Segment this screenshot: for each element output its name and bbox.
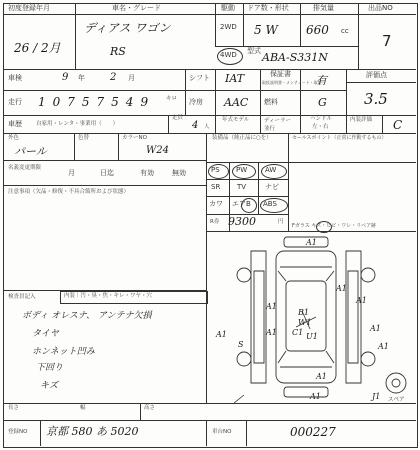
shaken-month-unit: 月 (128, 74, 135, 82)
mark-5: A1 (266, 328, 277, 337)
shaken-month: 2 (110, 72, 117, 83)
drive-label: 駆動 (221, 4, 235, 12)
spare-label: スペア (388, 397, 405, 403)
fuel-label: 燃料 (264, 98, 278, 106)
color-no-value: W24 (146, 145, 170, 156)
capacity-value: 4 (192, 120, 199, 131)
recycle-label: R券 (210, 219, 220, 225)
drive-circled-value: 4WD (220, 51, 237, 59)
equip-airbag-circle (241, 198, 257, 213)
recycle-value: 9300 (228, 215, 256, 228)
reg-change-day: 日迄 (100, 169, 114, 177)
ac-label: 冷房 (189, 98, 203, 106)
lot-label: 出品NO (368, 4, 393, 12)
shaken-year-unit: 年 (78, 74, 85, 82)
car-top-view (276, 251, 336, 383)
score-label: 評価点 (366, 71, 387, 79)
lot-value: 7 (382, 32, 392, 50)
history-label: 車歴 (8, 120, 22, 128)
reg-change-label: 名義変更期限 (8, 165, 42, 171)
reg-change-month: 月 (68, 169, 75, 177)
interior-label: 内装評価 (350, 117, 373, 123)
mark-6: A1 (370, 324, 381, 333)
equip-tv: TV (237, 183, 247, 191)
reg-change-invalid: 無効 (172, 169, 186, 177)
warranty-sub: 取扱説明書・メンテノート・取説 (262, 80, 322, 85)
mark-2: A1 (336, 284, 347, 293)
mark-15: J1 (372, 392, 381, 401)
equip-abs: ABS (263, 200, 277, 208)
model-label: 車名・グレード (112, 4, 161, 12)
reg-change-valid: 有効 (140, 169, 154, 177)
equip-pw: PW (236, 166, 248, 174)
mark-1: A1 (306, 238, 317, 247)
equip-abs-circle (260, 198, 288, 213)
inspector-note-3: ホンネット凹み (32, 347, 95, 357)
history-sub: 自家用・レンタ・事業用（ ） (36, 121, 119, 127)
model-value: ディアス ワゴン (84, 21, 171, 35)
handle-value: 左・右 (312, 124, 329, 130)
shaken-label: 車検 (8, 74, 22, 82)
mileage-unit: キロ (166, 96, 178, 102)
shift-label: シフト (189, 74, 210, 82)
equip-aw: AW (265, 166, 277, 174)
wheel-rear-left (237, 352, 251, 366)
door-value: 5 W (254, 23, 278, 37)
mark-13: C1 (292, 328, 304, 337)
inspector-note-1: ボディ オレスナ、 アンテナ欠損 (22, 311, 152, 321)
damage-legend: Fガラス キズ・ヒビ・ワレ・リペア跡 (292, 223, 377, 229)
first-reg-label: 初度登録年月 (8, 4, 50, 12)
equip-airbag: エアB (232, 200, 251, 208)
inspector-label: 検査員記入 (8, 294, 36, 300)
notes-label: 注意事項（欠品・修復・不具合箇所および状態） (8, 189, 130, 195)
equip-ps: PS (211, 166, 220, 174)
inspector-note-4: 下回り (36, 363, 64, 373)
mark-9: A1 (378, 342, 389, 351)
displacement-value: 660 (306, 23, 329, 37)
equip-leather: カワ (209, 200, 223, 208)
color-no-label: カラーNO (122, 135, 147, 141)
mark-8: A1 (316, 372, 327, 381)
plate-value: 京都 580 あ 5020 (46, 425, 139, 438)
mark-11: B1 (298, 308, 309, 317)
displacement-unit: cc (341, 27, 349, 35)
sales-point-label: セールスポイント（正常に作動するもの） (292, 135, 387, 141)
shift-value: IAT (225, 72, 245, 85)
capacity-unit: 人 (204, 124, 210, 130)
recycle-unit: 円 (278, 219, 284, 225)
exterior-color-label: 外色 (8, 135, 20, 141)
wheel-front-right (361, 268, 375, 282)
width-label: 幅 (80, 405, 86, 411)
car-rear-view (284, 387, 328, 397)
equip-sr: SR (211, 183, 221, 191)
type-label: 型式 (247, 47, 261, 55)
mileage-label: 走行 (8, 98, 22, 106)
shaken-year: 9 (62, 72, 69, 83)
first-reg-value: 26 / 2月 (14, 41, 61, 55)
inspector-note-5: キズ (40, 381, 58, 391)
color-change-label: 色替 (78, 135, 90, 141)
wheel-front-left (237, 268, 251, 282)
score-value: 3.5 (364, 90, 388, 108)
equipment-header: 装備品（純正品に○を） (212, 135, 272, 141)
capacity-label: 定員 (172, 115, 184, 121)
interior-value: C (393, 118, 403, 132)
inspector-interior-items: 内装｜汚・臭・焦・キレ・ワヤ・穴 (64, 293, 152, 299)
year-model-label: 年式モデル (222, 117, 250, 123)
plate-label: 登録NO (8, 429, 28, 435)
mark-3: A1 (356, 296, 367, 305)
fuel-value: G (318, 96, 327, 109)
mark-7: A1 (216, 330, 227, 339)
displacement-label: 排気量 (313, 4, 334, 12)
equip-navi: ナビ (265, 183, 279, 191)
chassis-label: 車台NO (212, 429, 232, 435)
ac-value: AAC (224, 96, 249, 109)
mark-4: A1 (266, 302, 277, 311)
equip-ps-circle (208, 164, 229, 179)
year-model-value: ディーラー 並行 (264, 118, 292, 132)
grade-value: RS (110, 45, 126, 58)
handle-label: ハンドル (310, 116, 333, 122)
equip-aw-circle (261, 164, 287, 179)
car-damage-diagram (206, 231, 416, 403)
mark-10: A1 (310, 392, 321, 401)
length-label: 長さ (8, 405, 20, 411)
mark-16: S (238, 340, 244, 349)
warranty-label: 保証書 (270, 70, 291, 78)
chassis-value: 000227 (290, 425, 336, 439)
mark-14: U1 (306, 332, 318, 341)
warranty-value: 有 (316, 74, 327, 87)
inspector-note-2: タイヤ (32, 329, 59, 339)
mileage-value: 10757549 (38, 95, 156, 109)
door-label: ドア数・形状 (247, 4, 289, 12)
mark-12: W1 (298, 318, 312, 327)
height-label: 高さ (144, 405, 156, 411)
spare-tire-icon (386, 373, 406, 393)
exterior-color-value: パール (14, 145, 47, 158)
drive-value: 2WD (220, 23, 237, 31)
equip-pw-circle (232, 164, 256, 179)
type-value: ABA-S331N (262, 51, 328, 64)
wheel-rear-right (361, 352, 375, 366)
